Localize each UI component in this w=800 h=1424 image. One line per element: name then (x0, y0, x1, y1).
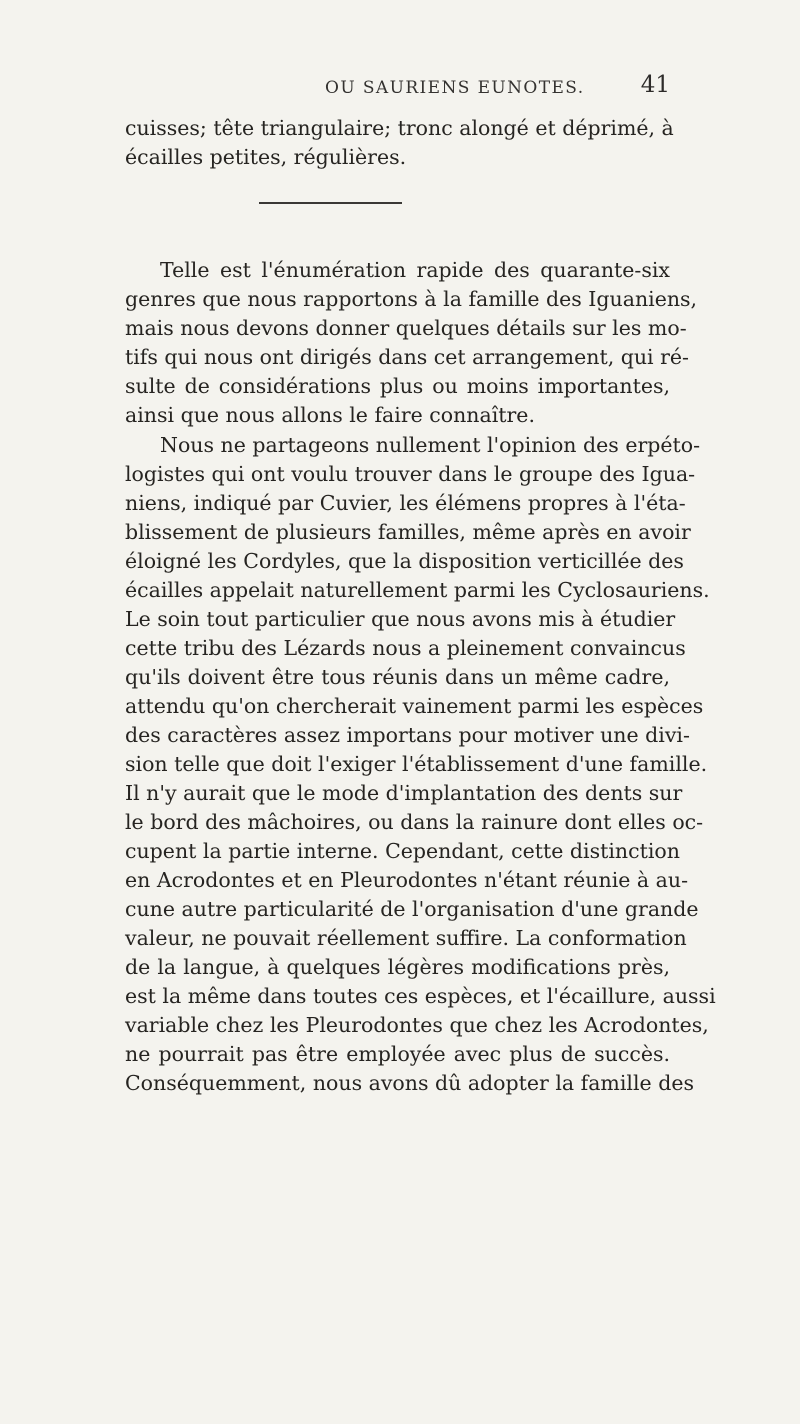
running-head (125, 66, 670, 102)
text-line: cuisses; tête triangulaire; tronc alongé et déprimé, à (125, 116, 674, 140)
text-line: cupent la partie interne. Cependant, cette distinction (125, 839, 680, 863)
text-line: logistes qui ont voulu trouver dans le groupe des Igua- (125, 462, 696, 486)
text-line: Telle est l'énumération rapide des quarante-six (160, 258, 670, 282)
text-line: est la même dans toutes ces espèces, et l'écaillure, aussi (125, 984, 716, 1008)
text-line: qu'ils doivent être tous réunis dans un même cadre, (125, 665, 670, 689)
text-line: éloigné les Cordyles, que la disposition verticillée des (125, 549, 684, 573)
text-line: sulte de considérations plus ou moins importantes, (125, 374, 670, 398)
text-line: ne pourrait pas être employée avec plus de succès. (125, 1042, 670, 1066)
text-line: valeur, ne pouvait réellement suffire. La conformation (125, 926, 687, 950)
text-line: Le soin tout particulier que nous avons mis à étudier (125, 607, 676, 631)
text-line: cette tribu des Lézards nous a pleinement convaincus (125, 636, 686, 660)
text-line: mais nous devons donner quelques détails sur les mo- (125, 316, 687, 340)
text-line: écailles petites, régulières. (125, 145, 407, 169)
text-line: genres que nous rapportons à la famille des Iguaniens, (125, 287, 698, 311)
text-line: le bord des mâchoires, ou dans la rainure dont elles oc- (125, 810, 704, 834)
text-line: des caractères assez importans pour motiver une divi- (125, 723, 690, 747)
text-line: Nous ne partageons nullement l'opinion des erpéto- (160, 433, 701, 457)
text-line: sion telle que doit l'exiger l'établissement d'une famille. (125, 752, 708, 776)
text-line: attendu qu'on chercherait vainement parmi les espèces (125, 694, 704, 718)
text-line: niens, indiqué par Cuvier, les élémens propres à l'éta- (125, 491, 686, 515)
text-line: blissement de plusieurs familles, même après en avoir (125, 520, 691, 544)
page-number: 41 (640, 72, 670, 98)
text-line: cune autre particularité de l'organisation d'une grande (125, 897, 699, 921)
text-line: de la langue, à quelques légères modifications près, (125, 955, 670, 979)
text-line: Il n'y aurait que le mode d'implantation des dents sur (125, 781, 683, 805)
text-line: variable chez les Pleurodontes que chez les Acrodontes, (125, 1013, 709, 1037)
text-line: en Acrodontes et en Pleurodontes n'étant réunie à au- (125, 868, 689, 892)
running-title: OU SAURIENS EUNOTES. (325, 78, 585, 98)
text-line: écailles appelait naturellement parmi les Cyclosauriens. (125, 578, 710, 602)
text-line: tifs qui nous ont dirigés dans cet arrangement, qui ré- (125, 345, 689, 369)
text-line: ainsi que nous allons le faire connaître. (125, 403, 535, 427)
section-divider (259, 202, 402, 204)
text-line: Conséquemment, nous avons dû adopter la famille des (125, 1071, 694, 1095)
